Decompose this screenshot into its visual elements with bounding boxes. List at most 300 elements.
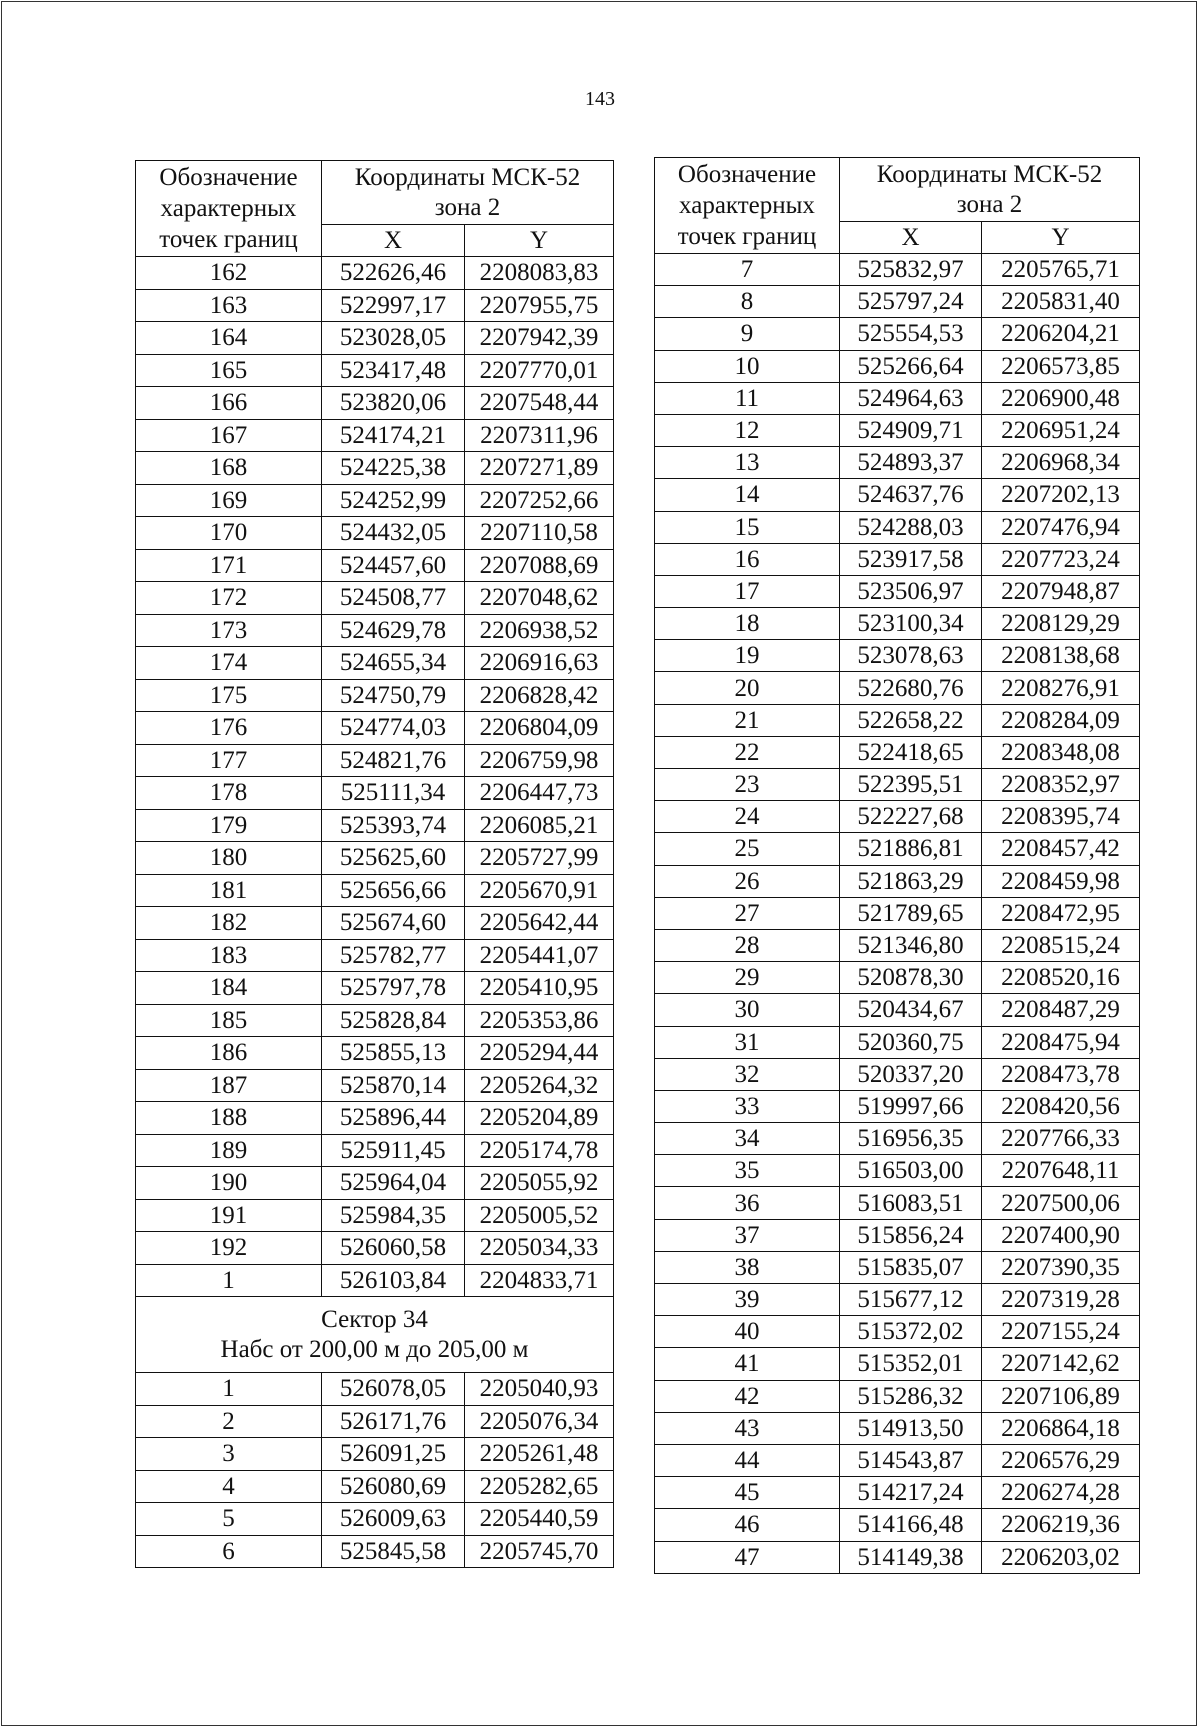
x-coordinate-cell: 515856,24 bbox=[840, 1219, 982, 1251]
table-row bbox=[136, 647, 614, 680]
table-row bbox=[136, 1405, 614, 1438]
table-row bbox=[655, 286, 1140, 318]
table-row bbox=[655, 575, 1140, 607]
point-number-cell: 37 bbox=[655, 1219, 840, 1251]
x-coordinate-cell: 515286,32 bbox=[840, 1380, 982, 1412]
x-coordinate-cell: 525782,77 bbox=[322, 939, 465, 972]
y-coordinate-cell: 2205076,34 bbox=[465, 1405, 614, 1438]
point-number-cell: 24 bbox=[655, 801, 840, 833]
x-coordinate-cell: 523417,48 bbox=[322, 354, 465, 387]
table-row bbox=[655, 994, 1140, 1026]
table-row bbox=[136, 452, 614, 485]
x-coordinate-cell: 524508,77 bbox=[322, 582, 465, 615]
x-coordinate-cell: 522658,22 bbox=[840, 704, 982, 736]
y-coordinate-cell: 2208475,94 bbox=[982, 1026, 1140, 1058]
x-coordinate-cell: 526080,69 bbox=[322, 1470, 465, 1503]
table-row bbox=[136, 874, 614, 907]
coordinates-header bbox=[840, 158, 1140, 222]
point-number-cell: 164 bbox=[136, 322, 322, 355]
table-row bbox=[655, 704, 1140, 736]
y-coordinate-cell: 2208515,24 bbox=[982, 929, 1140, 961]
point-number-cell: 2 bbox=[136, 1405, 322, 1438]
table-row bbox=[655, 1123, 1140, 1155]
x-coordinate-cell: 525870,14 bbox=[322, 1069, 465, 1102]
x-coordinate-cell: 524288,03 bbox=[840, 511, 982, 543]
table-row bbox=[655, 801, 1140, 833]
y-coordinate-cell: 2205410,95 bbox=[465, 972, 614, 1005]
y-coordinate-cell: 2208276,91 bbox=[982, 672, 1140, 704]
y-coordinate-cell: 2207476,94 bbox=[982, 511, 1140, 543]
point-number-cell: 11 bbox=[655, 382, 840, 414]
x-coordinate-cell: 515352,01 bbox=[840, 1348, 982, 1380]
point-number-cell: 33 bbox=[655, 1090, 840, 1122]
x-header: X bbox=[322, 225, 465, 257]
point-number-cell: 43 bbox=[655, 1412, 840, 1444]
point-number-cell: 185 bbox=[136, 1004, 322, 1037]
x-coordinate-cell: 523917,58 bbox=[840, 543, 982, 575]
y-coordinate-cell: 2206203,02 bbox=[982, 1541, 1140, 1573]
table-row bbox=[136, 582, 614, 615]
x-coordinate-cell: 525797,78 bbox=[322, 972, 465, 1005]
header-label-line3: точек границ bbox=[159, 226, 298, 253]
x-coordinate-cell: 516956,35 bbox=[840, 1123, 982, 1155]
point-number-cell: 40 bbox=[655, 1316, 840, 1348]
table-row bbox=[655, 1380, 1140, 1412]
table-row bbox=[655, 350, 1140, 382]
y-coordinate-cell: 2207955,75 bbox=[465, 289, 614, 322]
y-coordinate-cell: 2208352,97 bbox=[982, 769, 1140, 801]
table-row bbox=[136, 1535, 614, 1568]
table-row bbox=[136, 1264, 614, 1297]
y-coordinate-cell: 2205642,44 bbox=[465, 907, 614, 940]
x-coordinate-cell: 520360,75 bbox=[840, 1026, 982, 1058]
y-coordinate-cell: 2205204,89 bbox=[465, 1102, 614, 1135]
point-number-cell: 31 bbox=[655, 1026, 840, 1058]
x-coordinate-cell: 524774,03 bbox=[322, 712, 465, 745]
x-coordinate-cell: 514166,48 bbox=[840, 1509, 982, 1541]
x-coordinate-cell: 526009,63 bbox=[322, 1503, 465, 1536]
y-coordinate-cell: 2207106,89 bbox=[982, 1380, 1140, 1412]
point-number-cell: 186 bbox=[136, 1037, 322, 1070]
y-coordinate-cell: 2208395,74 bbox=[982, 801, 1140, 833]
point-number-cell: 10 bbox=[655, 350, 840, 382]
table-row bbox=[655, 318, 1140, 350]
point-number-cell: 35 bbox=[655, 1155, 840, 1187]
table-row bbox=[136, 907, 614, 940]
point-number-cell: 187 bbox=[136, 1069, 322, 1102]
point-number-cell: 174 bbox=[136, 647, 322, 680]
y-coordinate-cell: 2208284,09 bbox=[982, 704, 1140, 736]
x-coordinate-cell: 524655,34 bbox=[322, 647, 465, 680]
y-coordinate-cell: 2208129,29 bbox=[982, 608, 1140, 640]
point-number-cell: 13 bbox=[655, 447, 840, 479]
table-row bbox=[136, 1470, 614, 1503]
x-coordinate-cell: 522395,51 bbox=[840, 769, 982, 801]
point-number-cell: 180 bbox=[136, 842, 322, 875]
x-coordinate-cell: 525845,58 bbox=[322, 1535, 465, 1568]
y-coordinate-cell: 2207110,58 bbox=[465, 517, 614, 550]
y-coordinate-cell: 2205670,91 bbox=[465, 874, 614, 907]
y-coordinate-cell: 2207390,35 bbox=[982, 1251, 1140, 1283]
y-coordinate-cell: 2206900,48 bbox=[982, 382, 1140, 414]
point-number-cell: 41 bbox=[655, 1348, 840, 1380]
table-row bbox=[655, 1316, 1140, 1348]
point-number-cell: 7 bbox=[655, 254, 840, 286]
y-coordinate-cell: 2206576,29 bbox=[982, 1444, 1140, 1476]
y-coordinate-cell: 2207942,39 bbox=[465, 322, 614, 355]
table-row bbox=[136, 549, 614, 582]
point-number-cell: 5 bbox=[136, 1503, 322, 1536]
table-row bbox=[655, 479, 1140, 511]
x-coordinate-cell: 526171,76 bbox=[322, 1405, 465, 1438]
table-row bbox=[655, 1155, 1140, 1187]
sector-cell bbox=[136, 1297, 614, 1373]
y-coordinate-cell: 2205440,59 bbox=[465, 1503, 614, 1536]
point-number-cell: 20 bbox=[655, 672, 840, 704]
table-row bbox=[655, 1477, 1140, 1509]
point-number-cell: 38 bbox=[655, 1251, 840, 1283]
y-header: Y bbox=[982, 222, 1140, 254]
point-label-header bbox=[136, 161, 322, 257]
table-row bbox=[655, 1187, 1140, 1219]
point-number-cell: 26 bbox=[655, 865, 840, 897]
x-coordinate-cell: 521789,65 bbox=[840, 897, 982, 929]
sector-row bbox=[136, 1297, 614, 1373]
x-coordinate-cell: 522227,68 bbox=[840, 801, 982, 833]
point-number-cell: 8 bbox=[655, 286, 840, 318]
table-row bbox=[655, 1412, 1140, 1444]
point-number-cell: 30 bbox=[655, 994, 840, 1026]
y-coordinate-cell: 2207400,90 bbox=[982, 1219, 1140, 1251]
table-row bbox=[136, 322, 614, 355]
table-row bbox=[655, 1219, 1140, 1251]
table-row bbox=[136, 1167, 614, 1200]
point-number-cell: 177 bbox=[136, 744, 322, 777]
x-coordinate-cell: 525393,74 bbox=[322, 809, 465, 842]
header-label-line2: характерных bbox=[160, 195, 297, 222]
table-row bbox=[136, 1037, 614, 1070]
y-coordinate-cell: 2206916,63 bbox=[465, 647, 614, 680]
x-coordinate-cell: 520878,30 bbox=[840, 962, 982, 994]
y-coordinate-cell: 2206204,21 bbox=[982, 318, 1140, 350]
x-coordinate-cell: 520337,20 bbox=[840, 1058, 982, 1090]
y-coordinate-cell: 2208348,08 bbox=[982, 736, 1140, 768]
y-coordinate-cell: 2206968,34 bbox=[982, 447, 1140, 479]
point-number-cell: 3 bbox=[136, 1438, 322, 1471]
point-number-cell: 25 bbox=[655, 833, 840, 865]
x-coordinate-cell: 524432,05 bbox=[322, 517, 465, 550]
x-coordinate-cell: 524964,63 bbox=[840, 382, 982, 414]
y-coordinate-cell: 2205174,78 bbox=[465, 1134, 614, 1167]
point-number-cell: 42 bbox=[655, 1380, 840, 1412]
x-coordinate-cell: 515372,02 bbox=[840, 1316, 982, 1348]
sector-title: Сектор 34 bbox=[321, 1305, 428, 1333]
x-coordinate-cell: 525964,04 bbox=[322, 1167, 465, 1200]
x-coordinate-cell: 524252,99 bbox=[322, 484, 465, 517]
y-coordinate-cell: 2205055,92 bbox=[465, 1167, 614, 1200]
table-row bbox=[136, 939, 614, 972]
table-row bbox=[655, 865, 1140, 897]
table-row bbox=[655, 1026, 1140, 1058]
table-row bbox=[655, 962, 1140, 994]
point-number-cell: 44 bbox=[655, 1444, 840, 1476]
right-table-body bbox=[655, 158, 1140, 1574]
point-number-cell: 46 bbox=[655, 1509, 840, 1541]
point-number-cell: 19 bbox=[655, 640, 840, 672]
table-row bbox=[136, 679, 614, 712]
table-row bbox=[136, 1134, 614, 1167]
point-number-cell: 165 bbox=[136, 354, 322, 387]
x-coordinate-cell: 524893,37 bbox=[840, 447, 982, 479]
x-coordinate-cell: 526078,05 bbox=[322, 1373, 465, 1406]
table-row bbox=[136, 1373, 614, 1406]
point-number-cell: 170 bbox=[136, 517, 322, 550]
table-row bbox=[655, 672, 1140, 704]
x-coordinate-cell: 524629,78 bbox=[322, 614, 465, 647]
page-number: 143 bbox=[585, 88, 615, 110]
point-number-cell: 181 bbox=[136, 874, 322, 907]
x-coordinate-cell: 523820,06 bbox=[322, 387, 465, 420]
table-row bbox=[136, 387, 614, 420]
table-row bbox=[136, 517, 614, 550]
x-coordinate-cell: 525855,13 bbox=[322, 1037, 465, 1070]
header-label-line1: Обозначение bbox=[677, 161, 817, 188]
table-row bbox=[136, 1232, 614, 1265]
x-coordinate-cell: 523028,05 bbox=[322, 322, 465, 355]
sector-height-range: Набс от 200,00 м до 205,00 м bbox=[220, 1335, 529, 1363]
table-row bbox=[136, 1069, 614, 1102]
x-coordinate-cell: 522680,76 bbox=[840, 672, 982, 704]
x-coordinate-cell: 522418,65 bbox=[840, 736, 982, 768]
point-number-cell: 27 bbox=[655, 897, 840, 929]
x-coordinate-cell: 525896,44 bbox=[322, 1102, 465, 1135]
point-number-cell: 172 bbox=[136, 582, 322, 615]
table-row bbox=[655, 1509, 1140, 1541]
table-row bbox=[136, 777, 614, 810]
point-number-cell: 176 bbox=[136, 712, 322, 745]
point-number-cell: 4 bbox=[136, 1470, 322, 1503]
x-coordinate-cell: 522997,17 bbox=[322, 289, 465, 322]
table-row bbox=[655, 1058, 1140, 1090]
x-coordinate-cell: 525674,60 bbox=[322, 907, 465, 940]
x-coordinate-cell: 526091,25 bbox=[322, 1438, 465, 1471]
header-label-line3: точек границ bbox=[677, 223, 817, 250]
x-coordinate-cell: 524174,21 bbox=[322, 419, 465, 452]
y-coordinate-cell: 2206864,18 bbox=[982, 1412, 1140, 1444]
x-coordinate-cell: 516503,00 bbox=[840, 1155, 982, 1187]
table-row bbox=[136, 1503, 614, 1536]
point-number-cell: 192 bbox=[136, 1232, 322, 1265]
table-row bbox=[655, 1251, 1140, 1283]
point-number-cell: 173 bbox=[136, 614, 322, 647]
x-coordinate-cell: 524821,76 bbox=[322, 744, 465, 777]
y-coordinate-cell: 2205282,65 bbox=[465, 1470, 614, 1503]
x-coordinate-cell: 525111,34 bbox=[322, 777, 465, 810]
x-coordinate-cell: 525554,53 bbox=[840, 318, 982, 350]
y-coordinate-cell: 2208487,29 bbox=[982, 994, 1140, 1026]
table-row bbox=[655, 254, 1140, 286]
y-header: Y bbox=[465, 225, 614, 257]
table-row bbox=[655, 833, 1140, 865]
point-number-cell: 12 bbox=[655, 414, 840, 446]
table-row bbox=[655, 1090, 1140, 1122]
table-row bbox=[655, 897, 1140, 929]
x-coordinate-cell: 525832,97 bbox=[840, 254, 982, 286]
x-coordinate-cell: 525797,24 bbox=[840, 286, 982, 318]
table-row bbox=[136, 1438, 614, 1471]
table-row bbox=[136, 614, 614, 647]
table-row bbox=[655, 382, 1140, 414]
header-label-line2: характерных bbox=[679, 192, 815, 219]
point-number-cell: 14 bbox=[655, 479, 840, 511]
y-coordinate-cell: 2208473,78 bbox=[982, 1058, 1140, 1090]
x-coordinate-cell: 522626,46 bbox=[322, 257, 465, 290]
y-coordinate-cell: 2207948,87 bbox=[982, 575, 1140, 607]
x-coordinate-cell: 523506,97 bbox=[840, 575, 982, 607]
table-row bbox=[136, 1004, 614, 1037]
header-label-line1: Обозначение bbox=[159, 164, 298, 191]
point-number-cell: 32 bbox=[655, 1058, 840, 1090]
point-number-cell: 178 bbox=[136, 777, 322, 810]
header-coords-line1: Координаты МСК-52 bbox=[876, 160, 1103, 188]
point-number-cell: 166 bbox=[136, 387, 322, 420]
point-number-cell: 36 bbox=[655, 1187, 840, 1219]
point-number-cell: 47 bbox=[655, 1541, 840, 1573]
point-number-cell: 167 bbox=[136, 419, 322, 452]
y-coordinate-cell: 2206951,24 bbox=[982, 414, 1140, 446]
header-row bbox=[655, 158, 1140, 222]
y-coordinate-cell: 2207770,01 bbox=[465, 354, 614, 387]
x-coordinate-cell: 514217,24 bbox=[840, 1477, 982, 1509]
point-number-cell: 184 bbox=[136, 972, 322, 1005]
y-coordinate-cell: 2207202,13 bbox=[982, 479, 1140, 511]
coordinates-table-left bbox=[135, 160, 614, 1568]
x-coordinate-cell: 525828,84 bbox=[322, 1004, 465, 1037]
x-coordinate-cell: 519997,66 bbox=[840, 1090, 982, 1122]
point-number-cell: 168 bbox=[136, 452, 322, 485]
y-coordinate-cell: 2207155,24 bbox=[982, 1316, 1140, 1348]
table-row bbox=[136, 289, 614, 322]
y-coordinate-cell: 2208457,42 bbox=[982, 833, 1140, 865]
x-coordinate-cell: 521863,29 bbox=[840, 865, 982, 897]
x-coordinate-cell: 524750,79 bbox=[322, 679, 465, 712]
table-row bbox=[136, 1199, 614, 1232]
header-coords-line1: Координаты МСК-52 bbox=[354, 163, 581, 191]
point-number-cell: 15 bbox=[655, 511, 840, 543]
table-row bbox=[655, 1541, 1140, 1573]
header-row bbox=[136, 161, 614, 225]
y-coordinate-cell: 2206938,52 bbox=[465, 614, 614, 647]
y-coordinate-cell: 2207252,66 bbox=[465, 484, 614, 517]
header-coords-line2: зона 2 bbox=[956, 190, 1023, 218]
x-coordinate-cell: 524637,76 bbox=[840, 479, 982, 511]
y-coordinate-cell: 2205040,93 bbox=[465, 1373, 614, 1406]
left-table-body bbox=[136, 161, 614, 1568]
table-row bbox=[136, 257, 614, 290]
point-number-cell: 1 bbox=[136, 1373, 322, 1406]
point-number-cell: 1 bbox=[136, 1264, 322, 1297]
y-coordinate-cell: 2206219,36 bbox=[982, 1509, 1140, 1541]
y-coordinate-cell: 2205353,86 bbox=[465, 1004, 614, 1037]
x-coordinate-cell: 525656,66 bbox=[322, 874, 465, 907]
point-number-cell: 18 bbox=[655, 608, 840, 640]
x-coordinate-cell: 520434,67 bbox=[840, 994, 982, 1026]
x-coordinate-cell: 521886,81 bbox=[840, 833, 982, 865]
x-coordinate-cell: 525911,45 bbox=[322, 1134, 465, 1167]
point-number-cell: 6 bbox=[136, 1535, 322, 1568]
x-coordinate-cell: 514149,38 bbox=[840, 1541, 982, 1573]
point-number-cell: 169 bbox=[136, 484, 322, 517]
x-coordinate-cell: 525625,60 bbox=[322, 842, 465, 875]
point-number-cell: 191 bbox=[136, 1199, 322, 1232]
point-number-cell: 189 bbox=[136, 1134, 322, 1167]
point-number-cell: 34 bbox=[655, 1123, 840, 1155]
y-coordinate-cell: 2206804,09 bbox=[465, 712, 614, 745]
y-coordinate-cell: 2208420,56 bbox=[982, 1090, 1140, 1122]
y-coordinate-cell: 2207723,24 bbox=[982, 543, 1140, 575]
table-row bbox=[655, 1444, 1140, 1476]
x-coordinate-cell: 521346,80 bbox=[840, 929, 982, 961]
coordinates-header bbox=[322, 161, 614, 225]
point-number-cell: 23 bbox=[655, 769, 840, 801]
x-coordinate-cell: 516083,51 bbox=[840, 1187, 982, 1219]
table-row bbox=[655, 736, 1140, 768]
table-row bbox=[655, 414, 1140, 446]
x-coordinate-cell: 524225,38 bbox=[322, 452, 465, 485]
y-coordinate-cell: 2205034,33 bbox=[465, 1232, 614, 1265]
y-coordinate-cell: 2205294,44 bbox=[465, 1037, 614, 1070]
y-coordinate-cell: 2206828,42 bbox=[465, 679, 614, 712]
y-coordinate-cell: 2206085,21 bbox=[465, 809, 614, 842]
table-row bbox=[655, 640, 1140, 672]
point-number-cell: 28 bbox=[655, 929, 840, 961]
x-header: X bbox=[840, 222, 982, 254]
x-coordinate-cell: 515835,07 bbox=[840, 1251, 982, 1283]
point-number-cell: 21 bbox=[655, 704, 840, 736]
x-coordinate-cell: 526103,84 bbox=[322, 1264, 465, 1297]
table-row bbox=[655, 1284, 1140, 1316]
y-coordinate-cell: 2205261,48 bbox=[465, 1438, 614, 1471]
y-coordinate-cell: 2207500,06 bbox=[982, 1187, 1140, 1219]
point-number-cell: 175 bbox=[136, 679, 322, 712]
x-coordinate-cell: 514543,87 bbox=[840, 1444, 982, 1476]
y-coordinate-cell: 2205005,52 bbox=[465, 1199, 614, 1232]
point-number-cell: 163 bbox=[136, 289, 322, 322]
x-coordinate-cell: 514913,50 bbox=[840, 1412, 982, 1444]
point-number-cell: 16 bbox=[655, 543, 840, 575]
y-coordinate-cell: 2208520,16 bbox=[982, 962, 1140, 994]
y-coordinate-cell: 2207766,33 bbox=[982, 1123, 1140, 1155]
y-coordinate-cell: 2207548,44 bbox=[465, 387, 614, 420]
table-row bbox=[136, 972, 614, 1005]
y-coordinate-cell: 2207319,28 bbox=[982, 1284, 1140, 1316]
y-coordinate-cell: 2208083,83 bbox=[465, 257, 614, 290]
table-row bbox=[136, 1102, 614, 1135]
y-coordinate-cell: 2208138,68 bbox=[982, 640, 1140, 672]
table-row bbox=[655, 511, 1140, 543]
x-coordinate-cell: 524909,71 bbox=[840, 414, 982, 446]
table-row bbox=[655, 543, 1140, 575]
y-coordinate-cell: 2206759,98 bbox=[465, 744, 614, 777]
point-number-cell: 179 bbox=[136, 809, 322, 842]
y-coordinate-cell: 2205831,40 bbox=[982, 286, 1140, 318]
header-coords-line2: зона 2 bbox=[434, 193, 501, 221]
y-coordinate-cell: 2207048,62 bbox=[465, 582, 614, 615]
table-row bbox=[655, 769, 1140, 801]
table-row bbox=[136, 484, 614, 517]
coordinates-table-right bbox=[654, 157, 1140, 1574]
table-row bbox=[136, 712, 614, 745]
